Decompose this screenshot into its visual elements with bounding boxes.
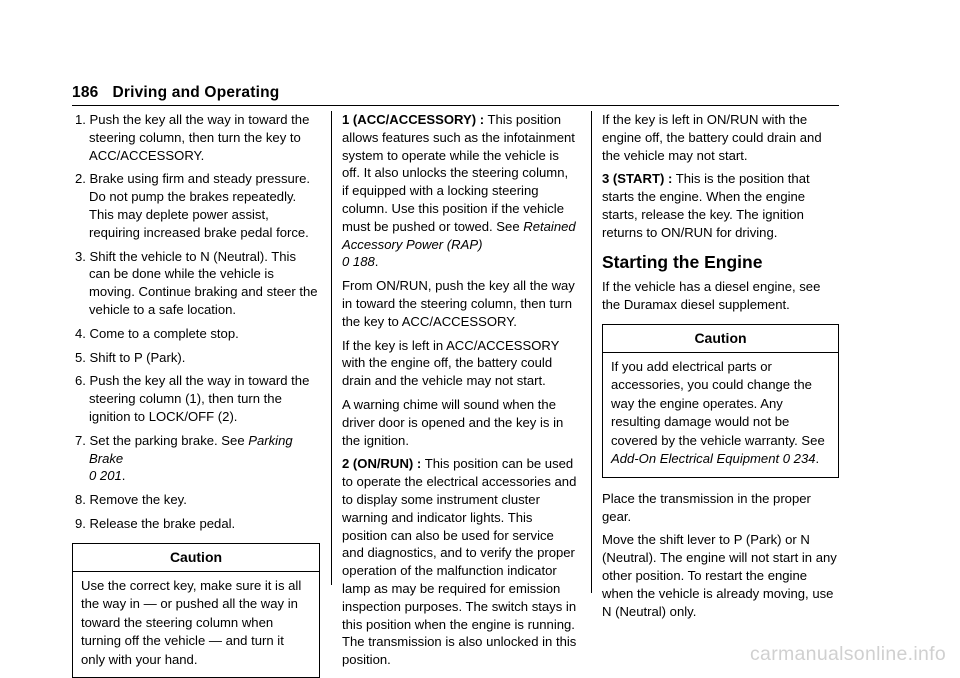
start-paragraph — [602, 170, 839, 241]
page-header — [72, 84, 279, 104]
section-title: Driving and Operating — [112, 84, 280, 101]
steps-list — [72, 111, 320, 533]
caution-title: Caution — [603, 325, 838, 353]
list-item: 9. Release the brake pedal. — [75, 515, 236, 531]
caution-title: Caution — [73, 544, 319, 572]
watermark: carmanualsonline.info — [750, 643, 946, 665]
step-7-text: 7. Set the parking brake. See — [75, 432, 245, 448]
column-1 — [72, 111, 320, 678]
list-item: 7. Set the parking brake. See Parking Brake 0 201. — [75, 432, 293, 484]
paragraph: A warning chime will sound when the driver door is opened and the key is in the ignition. — [342, 396, 564, 448]
column-2 — [342, 111, 578, 675]
list-item: 3. Shift the vehicle to N (Neutral). This can be done while the vehicle is moving. Continue braking and steer the vehicle to a safe location. — [75, 248, 318, 317]
page-reference[interactable]: 0 188 — [342, 254, 375, 270]
caution-box — [602, 324, 839, 478]
paragraph: If the key is left in ACC/ACCESSORY with the engine off, the battery could drain and the vehicle may not start. — [342, 337, 560, 389]
paragraph: Place the transmission in the proper gear. — [602, 490, 811, 524]
column-divider — [591, 111, 592, 593]
column-divider — [331, 111, 332, 585]
on-run-text: This position can be used to operate the electrical accessories and to display some instrument cluster warning and indicator lights. This position can also be used for service and diagnostics, and to verify the proper operation of the malfunction indicator lamp as may be required for emission inspection purposes. The switch stays in this position when the engine is running. The transmission is also unlocked in this position. — [342, 456, 577, 668]
caution-text: Use the correct key, make sure it is all the way in — or pushed all the way in toward the steering column when turning off the vehicle — and turn it only with your hand. — [81, 577, 302, 667]
list-item: 8. Remove the key. — [75, 492, 187, 508]
parking-brake-link[interactable]: Parking Brake — [89, 432, 293, 466]
list-item: 6. Push the key all the way in toward the steering column (1), then turn the ignition to LOCK/OFF (2). — [75, 373, 310, 424]
paragraph: If the vehicle has a diesel engine, see the Duramax diesel supplement. — [602, 279, 821, 313]
paragraph: Move the shift lever to P (Park) or N (Neutral). The engine will not start in any other position. To restart the engine when the vehicle is already moving, use N (Neutral) only. — [602, 532, 837, 619]
on-run-label: 2 (ON/RUN) : — [342, 456, 422, 472]
list-item: 2. Brake using firm and steady pressure. Do not pump the brakes repeatedly. This may deplete power assist, requiring increased brake pedal force. — [75, 171, 311, 240]
paragraph: If the key is left in ON/RUN with the engine off, the battery could drain and the vehicle may not start. — [602, 112, 822, 163]
page-number: 186 — [72, 84, 99, 101]
caution-body-text: If you add electrical parts or accessories, you could change the way the engine operates. Any resulting damage would not be covered by the vehicle warranty. See — [611, 358, 825, 448]
acc-paragraph: 1 (ACC/ACCESSORY) : This position allows features such as the infotainment system to operate while the vehicle is off. It also unlocks the steering column, if equipped with a locking steering column. Use this position if the vehicle must be pushed or towed. See Retained Accessory Power (RAP) 0 188. — [342, 112, 576, 270]
page-reference[interactable]: 0 201 — [89, 468, 122, 484]
list-item: 1. Push the key all the way in toward the steering column, then turn the key to ACC/ACCESSORY. — [75, 112, 310, 163]
rap-link[interactable]: Retained Accessory Power (RAP) — [342, 218, 576, 252]
list-item: 5. Shift to P (Park). — [75, 349, 186, 365]
header-rule — [72, 105, 839, 106]
column-3 — [602, 111, 839, 626]
page-reference[interactable]: 0 234 — [782, 451, 816, 467]
caution-text: If you add electrical parts or accessories, you could change the way the engine operates. Any resulting damage would not be covered by the vehicle warranty. See Add-On Electrical Equipment 0 234. — [611, 358, 825, 467]
start-text: This is the position that starts the engine. When the engine starts, release the key. The ignition returns to ON/RUN for driving. — [602, 171, 810, 240]
paragraph: From ON/RUN, push the key all the way in toward the steering column, then turn the key to ACC/ACCESSORY. — [342, 278, 575, 329]
acc-label: 1 (ACC/ACCESSORY) : — [342, 112, 485, 127]
caution-box — [72, 543, 320, 678]
acc-text: This position allows features such as the infotainment system to operate while the vehicle is off. It also unlocks the steering column, if equipped with a locking steering column. Use this position if the vehicle must be pushed or towed. See — [342, 112, 575, 234]
list-item: 4. Come to a complete stop. — [75, 325, 239, 341]
section-heading: Starting the Engine — [602, 251, 763, 272]
on-run-paragraph — [342, 455, 578, 669]
start-label: 3 (START) : — [602, 171, 673, 187]
add-on-equipment-link[interactable]: Add-On Electrical Equipment — [611, 451, 780, 467]
